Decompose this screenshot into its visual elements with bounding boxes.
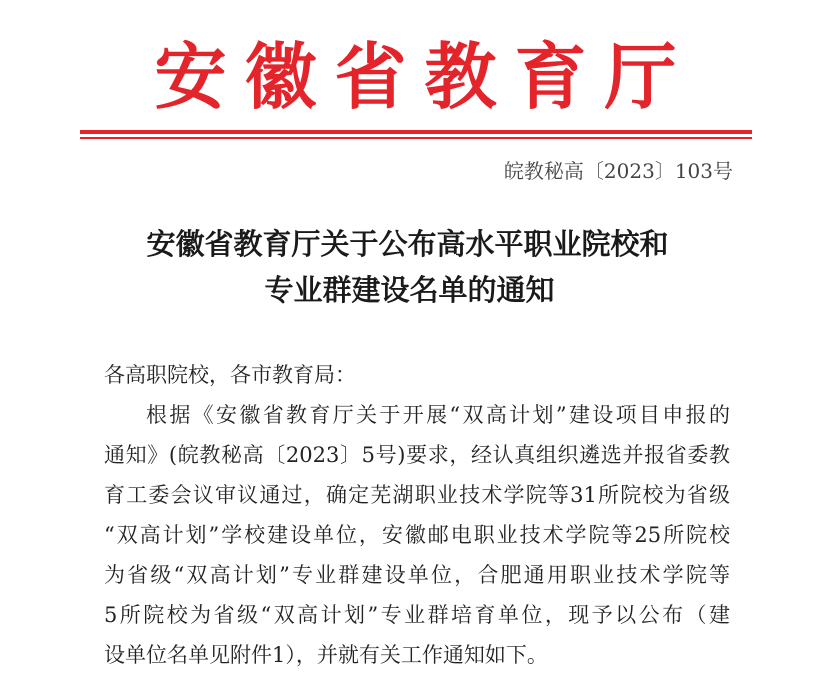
body-text-line: 5所院校为省级“双高计划”专业群培育单位，现予以公布（建	[104, 603, 730, 627]
red-header-rule-thin	[80, 137, 752, 139]
document-title-line-2: 专业群建设名单的通知	[264, 273, 555, 307]
document-title-line-1: 安徽省教育厅关于公布高水平职业院校和	[146, 227, 669, 261]
body-text-line: 为省级“双高计划”专业群建设单位，合肥通用职业技术学院等	[104, 563, 730, 587]
salutation: 各高职院校，各市教育局：	[104, 363, 356, 387]
body-text-line: 育工委会议审议通过，确定芜湖职业技术学院等31所院校为省级	[104, 483, 730, 507]
document-number: 皖教秘高〔2023〕103号	[503, 159, 733, 183]
issuer-masthead: 安徽省教育厅	[154, 34, 695, 119]
body-text-line: “双高计划”学校建设单位，安徽邮电职业技术学院等25所院校	[104, 523, 730, 547]
body-text-line: 设单位名单见附件1），并就有关工作通知如下。	[104, 643, 548, 667]
red-header-rule-thick	[80, 130, 752, 134]
body-text-line: 通知》(皖教秘高〔2023〕5号)要求，经认真组织遴选并报省委教	[104, 443, 730, 467]
body-text-line: 根据《安徽省教育厅关于开展“双高计划”建设项目申报的	[146, 403, 730, 427]
